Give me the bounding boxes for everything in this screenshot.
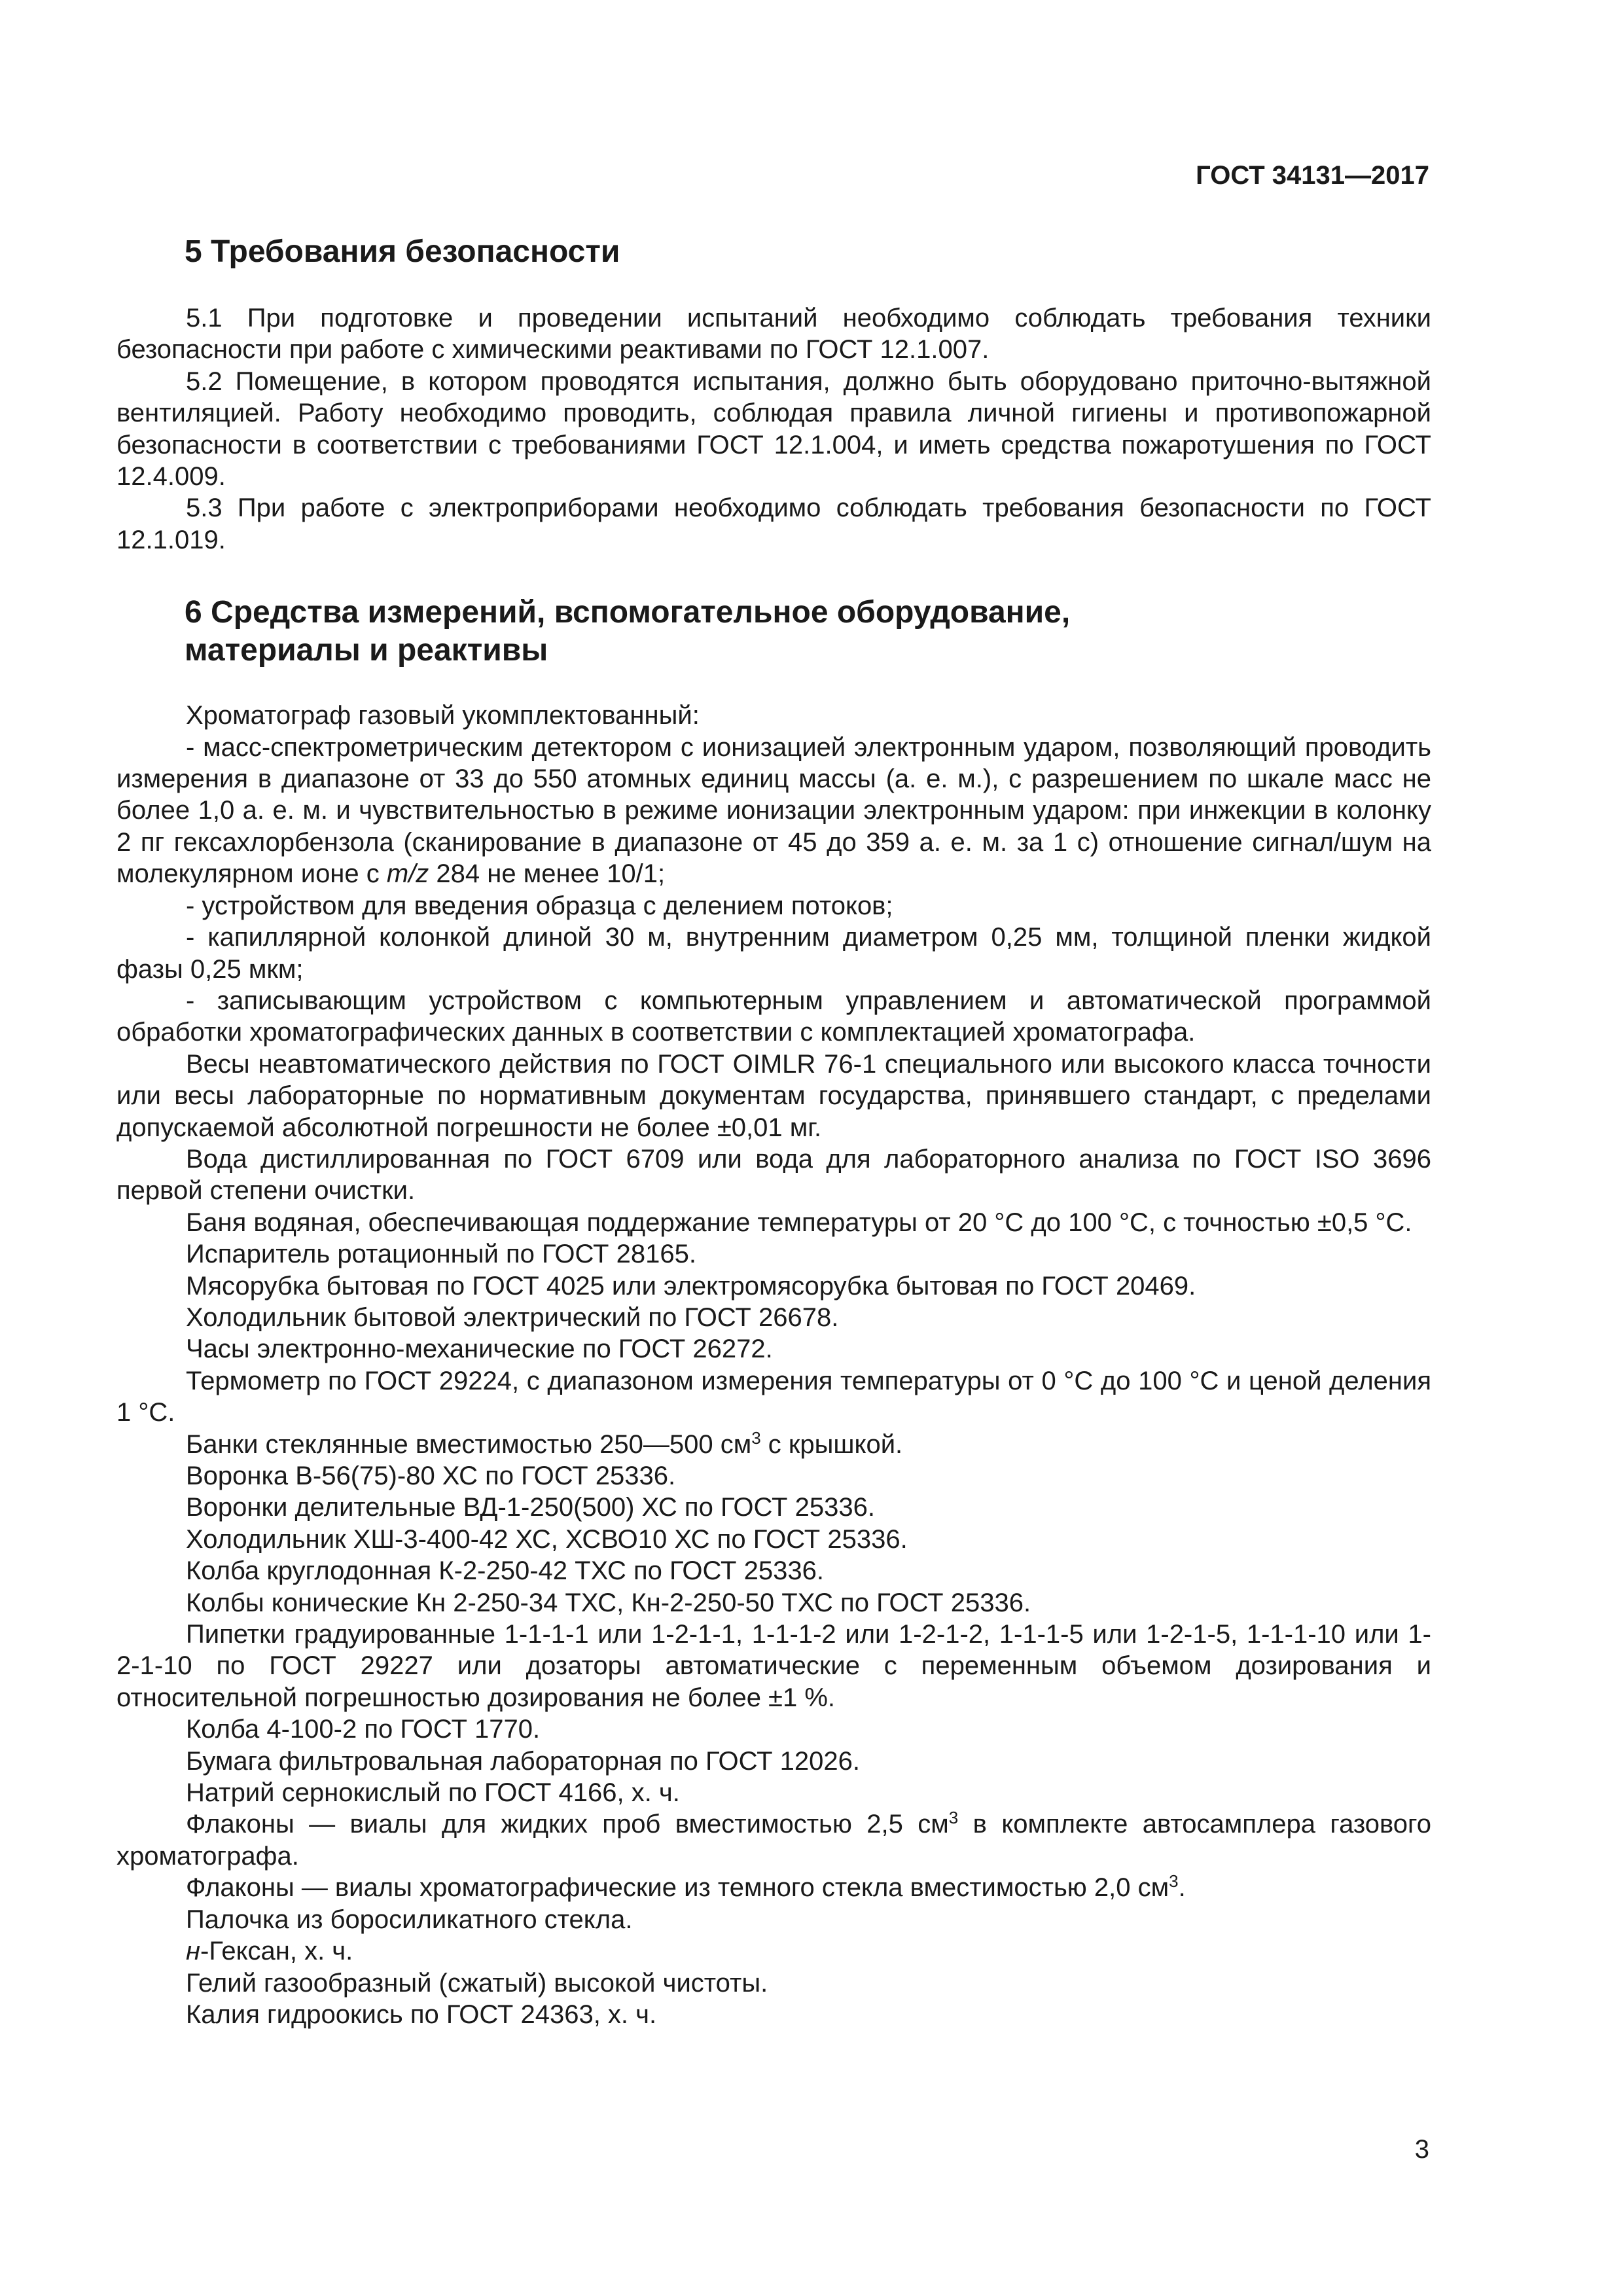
chromatograph-intro: Хроматограф газовый укомплектованный: — [186, 701, 700, 730]
vials1-text-a: Флаконы — виалы для жидких проб вместимостью 2,5 см — [186, 1810, 949, 1839]
hexane-rest: -Гексан, х. ч. — [200, 1937, 353, 1966]
item-fridge: Холодильник бытовой электрический по ГОСТ 26678. — [186, 1302, 839, 1332]
item-water: Вода дистиллированная по ГОСТ 6709 или вода для лабораторного анализа по ГОСТ ISO 3696 первой степени очистки. — [116, 1144, 1431, 1206]
detector-text-b: 284 не менее 10/1; — [429, 859, 666, 889]
jars-sup: 3 — [751, 1427, 761, 1448]
item-condenser: Холодильник ХШ-3-400-42 ХС, ХСВО10 ХС по ГОСТ 25336. — [186, 1524, 908, 1554]
mz-italic: m/z — [386, 859, 429, 889]
item-round-flask: Колба круглодонная К-2-250-42 ТХС по ГОСТ 25336. — [186, 1556, 824, 1586]
item-vials-2 — [116, 1872, 1431, 1903]
detector-text-a: - масс-спектрометрическим детектором с ионизацией электронным ударом, позволяющий проводить измерения в диапазоне от 33 до 550 атомных единиц массы (а. е. м.), с разрешением по шкале масс не более 1,0 а. е. м. и чувствительностью в режиме ионизации электронным ударом: при инжекции в колонку 2 пг гексахлорбензола (сканирование в диапазоне от 45 до 359 а. е. м. за 1 с) отношение сигнал/шум на молекулярном ионе с — [116, 732, 1431, 889]
item-scales: Весы неавтоматического действия по ГОСТ OIMLR 76-1 специального или высокого класса точности или весы лабораторные по нормативным документам государства, принявшего стандарт, с пределами допускаемой абсолютной погрешности не более ±0,01 мг. — [116, 1049, 1431, 1142]
item-conical-flasks: Колбы конические Кн 2-250-34 ТХС, Кн-2-250-50 ТХС по ГОСТ 25336. — [186, 1588, 1031, 1617]
item-filter-paper: Бумага фильтровальная лабораторная по ГОСТ 12026. — [186, 1746, 861, 1776]
vials2-text-a: Флаконы — виалы хроматографические из темного стекла вместимостью 2,0 см — [186, 1873, 1169, 1903]
item-hexane — [116, 1935, 1431, 1967]
section-5-heading: 5 Требования безопасности — [185, 234, 620, 269]
paragraph-5-1: 5.1 При подготовке и проведении испытаний необходимо соблюдать требования техники безопасности при работе с химическими реактивами по ГОСТ 12.1.007. — [116, 304, 1431, 365]
item-evaporator: Испаритель ротационный по ГОСТ 28165. — [186, 1240, 696, 1269]
paragraph-5-2: 5.2 Помещение, в котором проводятся испытания, должно быть оборудовано приточно-вытяжной вентиляцией. Работу необходимо проводить, соблюдая правила личной гигиены и противопожарной безопасности в соответствии с требованиями ГОСТ 12.1.004, и иметь средства пожаротушения по ГОСТ 12.4.009. — [116, 367, 1431, 492]
item-grinder: Мясорубка бытовая по ГОСТ 4025 или электромясорубка бытовая по ГОСТ 20469. — [186, 1271, 1196, 1300]
item-sodium-sulfate: Натрий сернокислый по ГОСТ 4166, х. ч. — [186, 1778, 680, 1808]
item-koh: Калия гидроокись по ГОСТ 24363, х. ч. — [186, 2000, 657, 2029]
item-bath: Баня водяная, обеспечивающая поддержание температуры от 20 °С до 100 °С, с точностью ±0,5 °С. — [186, 1208, 1412, 1237]
standard-header: ГОСТ 34131—2017 — [1196, 161, 1429, 190]
section-6-heading — [116, 594, 1431, 670]
item-glass-stick: Палочка из боросиликатного стекла. — [186, 1905, 633, 1934]
vials1-text-b: в комплекте автосамплера газового хроматографа. — [116, 1810, 1432, 1871]
jars-text-a: Банки стеклянные вместимостью 250—500 см — [186, 1429, 752, 1459]
item-separatory-funnels: Воронки делительные ВД-1-250(500) ХС по ГОСТ 25336. — [186, 1493, 875, 1522]
vials1-sup: 3 — [948, 1808, 959, 1828]
page-number: 3 — [1414, 2135, 1429, 2164]
item-clock: Часы электронно-механические по ГОСТ 26272. — [186, 1335, 773, 1364]
page-content — [116, 233, 1431, 2030]
paragraph-5-3: 5.3 При работе с электроприборами необходимо соблюдать требования безопасности по ГОСТ 12.1.019. — [116, 493, 1431, 554]
item-pipettes: Пипетки градуированные 1-1-1-1 или 1-2-1-1, 1-1-1-2 или 1-2-1-2, 1-1-1-5 или 1-2-1-5, 1-1-1-10 или 1-2-1-10 по ГОСТ 29227 или дозаторы автоматические с переменным объемом дозирования и относительной погрешностью дозирования не более ±1 %. — [116, 1620, 1431, 1712]
item-helium: Гелий газообразный (сжатый) высокой чистоты. — [186, 1968, 768, 1998]
item-thermometer: Термометр по ГОСТ 29224, с диапазоном измерения температуры от 0 °С до 100 °С и ценой деления 1 °С. — [116, 1366, 1431, 1427]
section-6-heading-line1: 6 Средства измерений, вспомогательное оборудование, — [185, 595, 1071, 630]
chromatograph-item-recorder: - записывающим устройством с компьютерным управлением и автоматической программой обработки хроматографических данных в соответствии с комплектацией хроматографа. — [116, 986, 1431, 1047]
jars-text-b: с крышкой. — [760, 1429, 903, 1459]
chromatograph-item-column: - капиллярной колонкой длиной 30 м, внутренним диаметром 0,25 мм, толщиной пленки жидкой фазы 0,25 мкм; — [116, 923, 1431, 984]
item-funnel: Воронка В-56(75)-80 ХС по ГОСТ 25336. — [186, 1462, 676, 1490]
hexane-prefix: н — [186, 1937, 201, 1966]
section-6-heading-line2: материалы и реактивы — [185, 633, 548, 668]
item-flask-1770: Колба 4-100-2 по ГОСТ 1770. — [186, 1715, 541, 1744]
item-vials-1 — [116, 1808, 1431, 1872]
vials2-sup: 3 — [1169, 1871, 1179, 1892]
chromatograph-item-injector: - устройством для введения образца с делением потоков; — [186, 891, 893, 920]
vials2-text-b: . — [1178, 1873, 1186, 1903]
chromatograph-item-detector — [116, 732, 1431, 890]
item-jars — [116, 1429, 1431, 1460]
